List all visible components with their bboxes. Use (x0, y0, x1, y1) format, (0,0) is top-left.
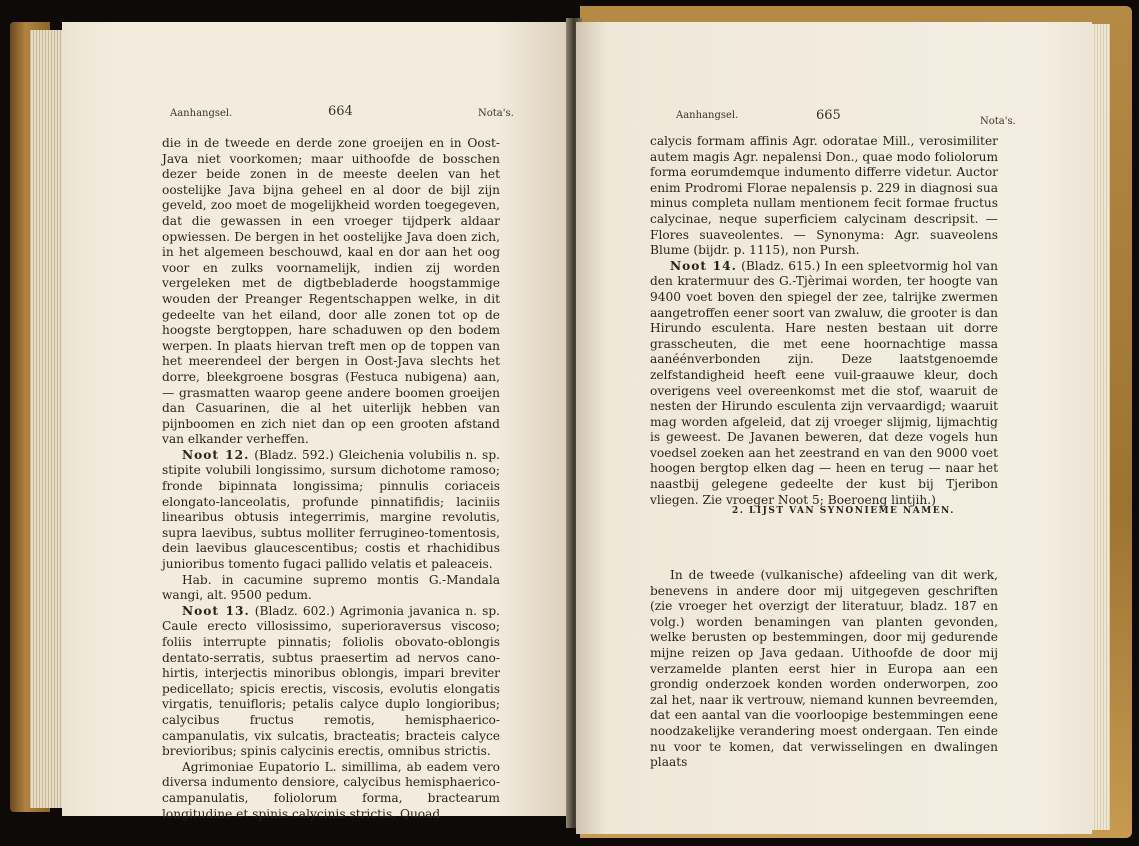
right-page-text (650, 134, 998, 508)
paragraph (650, 134, 998, 259)
paragraph (162, 573, 500, 604)
left-running-head-left: Aanhangsel. (170, 108, 233, 119)
paragraph-text: calycis formam affinis Agr. odoratae Mill., verosimiliter autem magis Agr. nepalensi Don., quae modo foliolorum forma eorumdemque indumento differre videtur. Auctor enim Prodromi Florae nepalensis p. 229 in diagnosi sua minus completa nullam mentionem fecit formae fructus calycinae, neque superficiem calycinam descripsit. — Flores suaveolentes. — Synonyma: Agr. suaveolens Blume (bijdr. p. 1115), non Pursh. (650, 134, 998, 258)
paragraph-text: (Bladz. 592.) Gleichenia volubilis n. sp. stipite volubili longissimo, sursum dichotome ramoso; fronde bipinnata longissima; pinnulis coriaceis elongato-lanceolatis, profunde pinnatifidis; laciniis linearibus obtusis integerrimis, margine revolutis, supra laevibus, subtus molliter ferrugineo-tomentosis, dein laevibus glaucescentibus; costis et rhachidibus junioribus tomento fugaci pallido velatis et paleaceis. (162, 447, 500, 572)
note-label: Noot 13. (182, 603, 250, 618)
paragraph (650, 259, 998, 509)
left-page-text (162, 136, 500, 822)
right-running-head-left: Aanhangsel. (676, 110, 739, 121)
paragraph-text: die in de tweede en derde zone groeijen en in Oost-Java niet voorkomen; maar uithoofde de bosschen dezer beide zonen in de meeste deelen van het oostelijke Java bijna geheel en al door de bijl zijn geveld, zoo moet de mogelijkheid worden toegegeven, dat die gewassen in een vroeger tijdperk aldaar opwiessen. De bergen in het oostelijke Java doen zich, in het algemeen beschouwd, kaal en dor aan het oog voor en zulks voornamelijk, indien zij worden vergeleken met de digtbebladerde hoogstammige wouden der Preanger Regentschappen welke, in dit gedeelte van het eiland, door alle zonen tot op de hoogste bergtoppen, hare schaduwen op den bodem werpen. In plaats hiervan treft men op de toppen van het meerendeel der bergen in Oost-Java slechts het dorre, bleekgroene bosgras (Festuca nubigena) aan, — grasmatten waarop geene andere boomen groeijen dan Casuarinen, die al het uiterlijk hebben van pijnboomen en zich niet dan op een grooten afstand van elkander verheffen. (162, 136, 500, 447)
left-running-head-right: Nota's. (478, 108, 514, 119)
left-page-number: 664 (328, 104, 353, 119)
right-page (576, 22, 1092, 834)
note-label: Noot 12. (182, 447, 250, 462)
paragraph-text: (Bladz. 602.) Agrimonia javanica n. sp. Caule erecto villosissimo, superioraversus viscoso; foliis interrupte pinnatis; foliolis obovato-oblongis dentato-serratis, subtus praesertim ad nervos cano-hirtis, interjectis minoribus oblongis, impari breviter pedicellato; spicis erectis, viscosis, evolutis elongatis virgatis, tenuifloris; petalis calyce duplo longioribus; calycibus fructus remotis, hemisphaerico-campanulatis, vix sulcatis, bracteatis; bracteis calyce brevioribus; spinis calycinis erectis, omnibus strictis. (162, 603, 500, 759)
paragraph (162, 448, 500, 573)
right-page-number: 665 (816, 108, 841, 123)
paragraph-text: (Bladz. 615.) In een spleetvormig hol van den kratermuur des G.-Tjèrimai worden, ter hoogte van 9400 voet boven den spiegel der zee, talrijke zwermen aangetroffen eener soort van zwaluw, die grooter is dan Hirundo esculenta. Hare nesten bestaan uit dorre grasscheuten, die met eene hoornachtige massa aanéénverbonden zijn. Deze laatstgenoemde zelfstandigheid heeft eene vuil-graauwe kleur, doch overigens veel overeenkomst met die stof, waaruit de nesten der Hirundo esculenta zijn vervaardigd; waaruit mag worden afgeleid, dat zij vroeger slijmig, lijmachtig is geweest. De Javanen beweren, dat deze vogels hun voedsel zoeken aan het zeestrand en van den 9000 voet hoogen bergtop elken dag — heen en terug — naar het naastbij gelegene gedeelte der kust bij Tjeribon vliegen. Zie vroeger Noot 5; Boeroeng lintjih.) (650, 258, 998, 507)
right-running-head-right: Nota's. (980, 116, 1016, 127)
paragraph (162, 604, 500, 760)
paragraph-text: Hab. in cacumine supremo montis G.-Mandala wangi, alt. 9500 pedum. (162, 572, 500, 603)
section-paragraph: In de tweede (vulkanische) afdeeling van dit werk, benevens in andere door mij uitgegeven geschriften (zie vroeger het overzigt der literatuur, bladz. 187 en volg.) worden benamingen van planten gevonden, welke berusten op bestemmingen, door mij gedurende mijne reizen op Java gedaan. Uithoofde de door mij verzamelde planten eerst hier in Europa aan een grondig onderzoek konden worden onderworpen, zoo zal het, naar ik vertrouw, niemand kunnen bevreemden, dat een aantal van die voorloopige bestemmingen eene noodzakelijke verandering moest ondergaan. Ten einde nu voor te komen, dat verwisselingen en dwalingen plaats (650, 568, 998, 770)
paragraph (162, 760, 500, 822)
left-page (62, 22, 570, 821)
left-page-edges (30, 30, 66, 808)
paragraph-text: Agrimoniae Eupatorio L. simillima, ab eadem vero diversa indumento densiore, calycibus hemisphaerico-campanulatis, foliolorum forma, bractearum longitudine et spinis calycinis strictis. Quoad (162, 759, 500, 821)
section-heading: 2. LIJST VAN SYNONIEME NAMEN. (732, 506, 955, 516)
paragraph (162, 136, 500, 448)
section-text (650, 568, 998, 771)
note-label: Noot 14. (670, 258, 737, 273)
